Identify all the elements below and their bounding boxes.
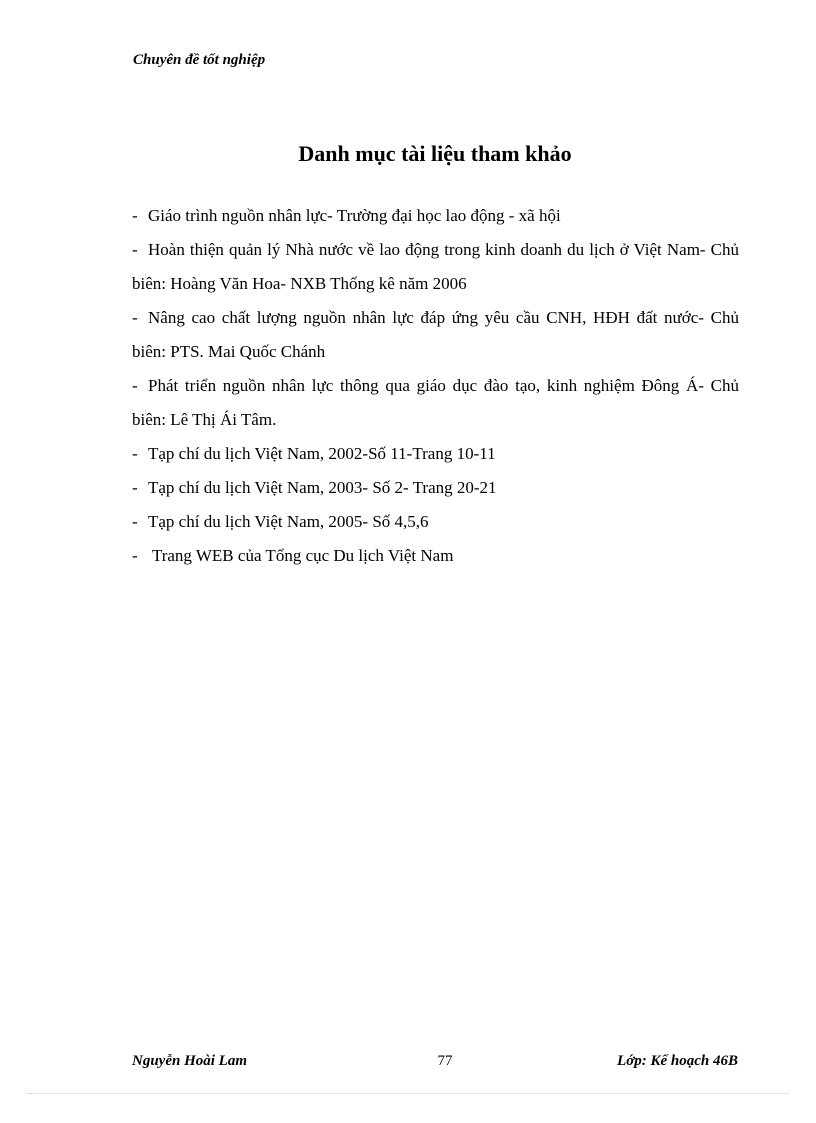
reference-text: Phát triển nguồn nhân lực thông qua giáo dục đào tạo, kinh nghiệm Đông Á- Chủ biên: Lê Thị Ái Tâm. — [132, 376, 739, 429]
reference-text: Tạp chí du lịch Việt Nam, 2005- Số 4,5,6 — [148, 512, 429, 531]
reference-item — [132, 471, 739, 505]
reference-item — [132, 369, 739, 437]
reference-text: Hoàn thiện quản lý Nhà nước về lao động trong kinh doanh du lịch ở Việt Nam- Chủ biên: Hoàng Văn Hoa- NXB Thống kê năm 2006 — [132, 240, 739, 293]
reference-dash: - — [132, 546, 138, 565]
reference-dash: - — [132, 240, 138, 259]
header-title: Chuyên đề tốt nghiệp — [133, 52, 266, 68]
reference-dash: - — [132, 512, 138, 531]
reference-text: Giáo trình nguồn nhân lực- Trường đại học lao động - xã hội — [148, 206, 561, 225]
reference-text: Tạp chí du lịch Việt Nam, 2002-Số 11-Trang 10-11 — [148, 444, 496, 463]
reference-text: Trang WEB của Tổng cục Du lịch Việt Nam — [148, 546, 454, 565]
reference-item — [132, 199, 739, 233]
reference-dash: - — [132, 444, 138, 463]
page-number: 77 — [437, 1053, 453, 1069]
page-edge-divider — [28, 1093, 788, 1094]
reference-dash: - — [132, 478, 138, 497]
reference-dash: - — [132, 308, 138, 327]
reference-item — [132, 505, 739, 539]
reference-text: Tạp chí du lịch Việt Nam, 2003- Số 2- Trang 20-21 — [148, 478, 497, 497]
reference-dash: - — [132, 376, 138, 395]
footer-author: Nguyễn Hoài Lam — [132, 1053, 247, 1069]
reference-list — [132, 199, 739, 573]
reference-text: Nâng cao chất lượng nguồn nhân lực đáp ứng yêu cầu CNH, HĐH đất nước- Chủ biên: PTS. Mai Quốc Chánh — [132, 308, 739, 361]
footer-class-label: Lớp: Kế hoạch 46B — [617, 1053, 738, 1069]
reference-item — [132, 437, 739, 471]
reference-dash: - — [132, 206, 138, 225]
reference-item — [132, 301, 739, 369]
reference-item — [132, 539, 739, 573]
page-title: Danh mục tài liệu tham khảo — [298, 141, 572, 166]
reference-item — [132, 233, 739, 301]
